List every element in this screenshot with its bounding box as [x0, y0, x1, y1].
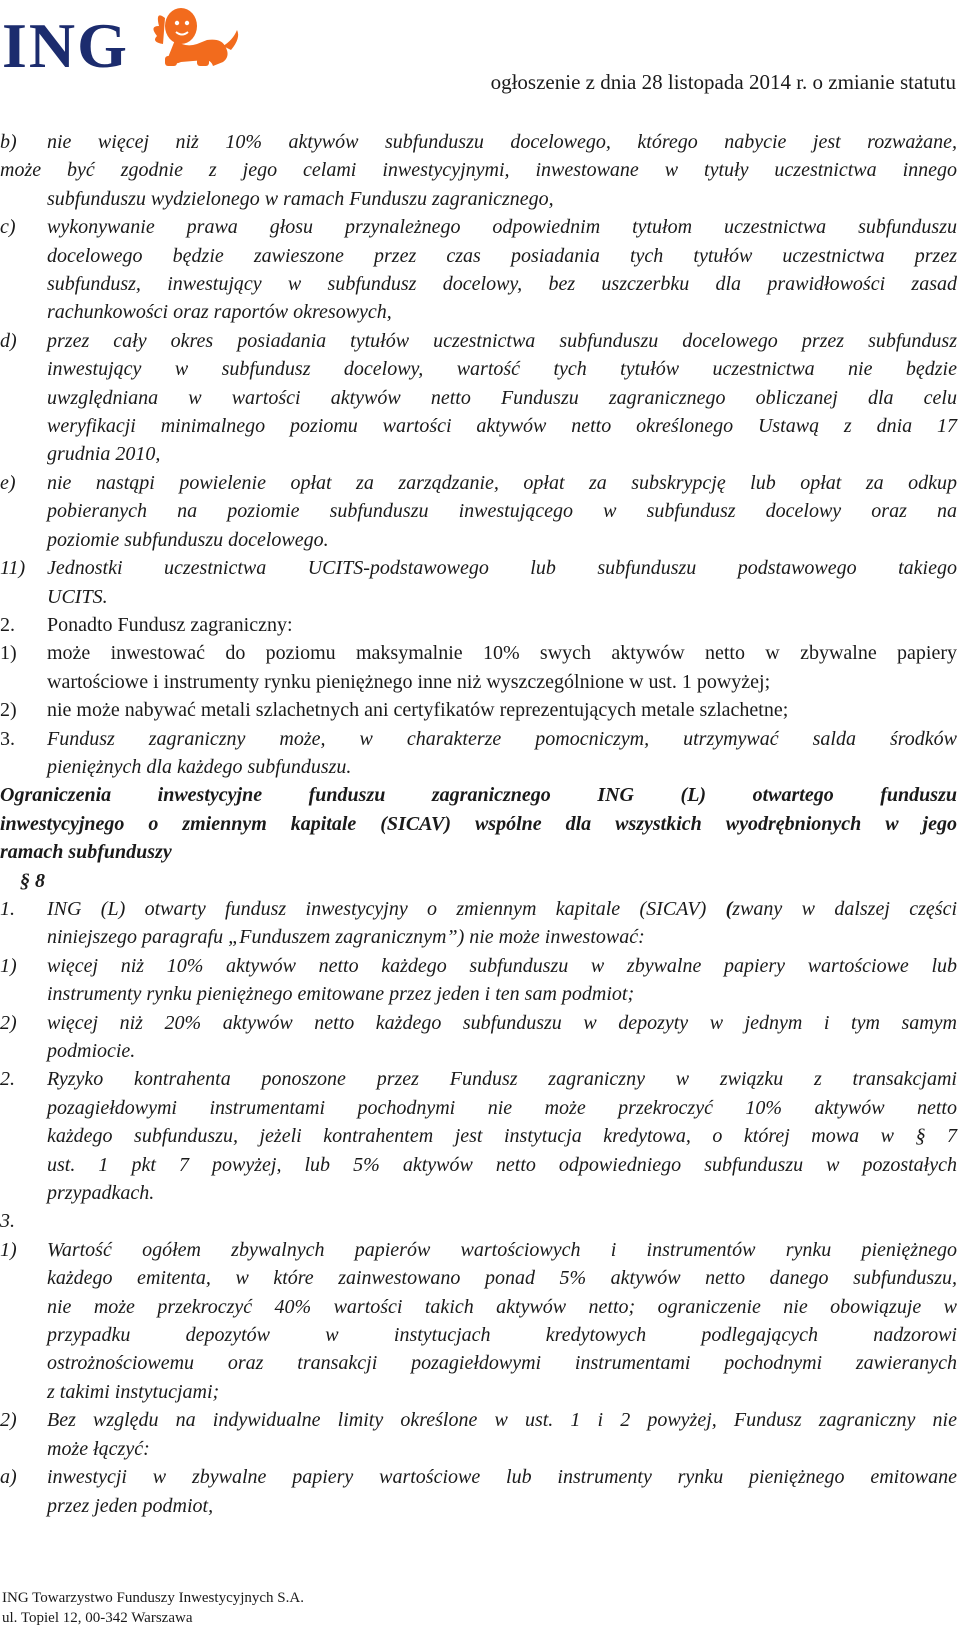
text-line: nie może przekroczyć 40% wartości takich aktywów netto; ograniczenie nie obowiązuje w [47, 1295, 957, 1318]
list-item-n1-1 [0, 952, 960, 980]
text-line: rachunkowości oraz raportów okresowych, [47, 301, 392, 324]
list-item-2 [0, 611, 960, 639]
list-label: 2. [0, 613, 15, 636]
footer-address: ul. Topiel 12, 00-342 Warszawa [2, 1610, 193, 1626]
list-label: 1) [0, 1238, 17, 1261]
list-item-11 [0, 554, 960, 582]
text-line: przez jeden podmiot, [47, 1494, 214, 1517]
text-line: może inwestować do poziomu maksymalnie 10% swych aktywów netto w zbywalne papiery [47, 642, 957, 665]
list-label: 11) [0, 557, 26, 580]
text-line: każdego subfunduszu, jeżeli kontrahentem jest instytucja kredytowa, o której mowa w § 7 [47, 1125, 957, 1148]
text-line: może być zgodnie z jego celami inwestycyjnymi, inwestowane w tytuły uczestnictwa innego [0, 159, 957, 182]
text-line: przypadkach. [47, 1182, 155, 1205]
text-line: wartościowe i instrumenty rynku pieniężnego inne niż wyszczególnione w ust. 1 powyżej; [47, 670, 771, 693]
text-line: docelowego będzie zawieszone przez czas posiadania tych tytułów uczestnictwa przez [47, 244, 957, 267]
list-label: b) [0, 131, 17, 153]
list-label: 1. [0, 897, 15, 920]
text-line: podmiocie. [47, 1040, 136, 1062]
document-footer [2, 1588, 304, 1628]
list-label: e) [0, 471, 16, 494]
text-line: Ryzyko kontrahenta ponoszone przez Fundusz zagraniczny w związku z transakcjami [47, 1068, 957, 1091]
text-line: subfunduszu wydzielonego w ramach Funduszu zagranicznego, [47, 187, 554, 210]
section-number: § 8 [20, 869, 45, 892]
text-line: inwestycji w zbywalne papiery wartościowe lub instrumenty rynku pieniężnego emitowane [47, 1466, 957, 1489]
text-line: weryfikacji minimalnego poziomu wartości aktywów netto określonego Ustawą z dnia 17 [47, 415, 957, 438]
list-item-n1-2 [0, 1009, 960, 1037]
text-line: poziomie subfunduszu docelowego. [47, 528, 329, 551]
text-line: wykonywanie prawa głosu przynależnego odpowiednim tytułom uczestnictwa subfunduszu [47, 216, 957, 239]
list-label: 2) [0, 1011, 17, 1034]
section-heading: ramach subfunduszy [0, 841, 172, 864]
list-label: a) [0, 1466, 17, 1489]
list-label: 3. [0, 727, 15, 750]
text-line: uwzględniana w wartości aktywów netto Funduszu zagranicznego obliczanej dla celu [47, 386, 957, 409]
list-label: 1) [0, 954, 17, 977]
list-item-e [0, 469, 960, 497]
list-label: c) [0, 216, 16, 239]
list-item-n3-2 [0, 1406, 960, 1434]
list-label: 2) [0, 699, 17, 722]
list-label: 2) [0, 1409, 17, 1432]
list-item-2-1 [0, 639, 960, 667]
list-label: 1) [0, 642, 17, 665]
ing-logo [2, 6, 243, 81]
document-header-note: ogłoszenie z dnia 28 listopada 2014 r. o zmianie statutu [490, 70, 956, 94]
lion-icon [135, 6, 243, 77]
list-item-b [0, 128, 960, 156]
list-item-n2 [0, 1065, 960, 1093]
list-label: d) [0, 329, 17, 352]
text-line: Fundusz zagraniczny może, w charakterze pomocniczym, utrzymywać salda środków [47, 727, 957, 750]
text-line: subfundusz, inwestujący w subfundusz docelowy, bez uszczerbku dla prawidłowości zasad [47, 273, 957, 296]
list-item-n3-1 [0, 1236, 960, 1264]
text-line: pobieranych na poziomie subfunduszu inwestującego w subfundusz docelowy oraz na [47, 500, 957, 523]
list-item-n1 [0, 895, 960, 923]
text-line: Jednostki uczestnictwa UCITS-podstawowego lub subfunduszu podstawowego takiego [47, 557, 957, 580]
text-line: niniejszego paragrafu „Funduszem zagranicznym”) nie może inwestować: [47, 926, 645, 949]
text-line: nie nastąpi powielenie opłat za zarządzanie, opłat za subskrypcję lub opłat za odkup [47, 471, 957, 494]
list-item-2-2 [0, 696, 960, 724]
text-line: przez cały okres posiadania tytułów uczestnictwa subfunduszu docelowego przez subfundusz [47, 329, 957, 352]
text-line: każdego emitenta, w które zainwestowano ponad 5% aktywów netto danego subfunduszu, [47, 1267, 957, 1290]
text-line [47, 895, 957, 923]
text-line: przypadku depozytów w instytucjach kredytowych podlegających nadzorowi [47, 1324, 957, 1347]
text-line: pieniężnych dla każdego subfunduszu. [47, 755, 352, 778]
text-line: nie może nabywać metali szlachetnych ani certyfikatów reprezentujących metale szlachetne; [47, 699, 789, 722]
text-span: ING (L) otwarty fundusz inwestycyjny o zmiennym kapitale (SICAV) [47, 897, 726, 920]
text-line: UCITS. [47, 585, 108, 608]
text-line: z takimi instytucjami; [47, 1380, 220, 1403]
text-line: Wartość ogółem zbywalnych papierów wartościowych i instrumentów rynku pieniężnego [47, 1238, 957, 1261]
document-body [0, 128, 960, 1520]
list-item-c [0, 213, 960, 241]
text-line: Ponadto Fundusz zagraniczny: [47, 613, 293, 636]
section-heading: inwestycyjnego o zmiennym kapitale (SICAV) wspólne dla wszystkich wyodrębnionych w jego [0, 812, 957, 835]
list-item-a [0, 1463, 960, 1491]
text-line: instrumenty rynku pieniężnego emitowane przez jeden i ten sam podmiot; [47, 983, 635, 1006]
text-line: Bez względu na indywidualne limity określone w ust. 1 i 2 powyżej, Fundusz zagraniczny nie [47, 1409, 957, 1432]
text-line: więcej niż 10% aktywów netto każdego subfunduszu w zbywalne papiery wartościowe lub [47, 954, 957, 977]
list-item-3 [0, 725, 960, 753]
logo-wordmark: ING [2, 10, 129, 81]
text-line: pozagiełdowymi instrumentami pochodnymi nie może przekroczyć 10% aktywów netto [47, 1096, 957, 1119]
text-line: grudnia 2010, [47, 443, 161, 466]
text-line: ostrożnościowemu oraz transakcji pozagiełdowymi instrumentami pochodnymi zawieranych [47, 1352, 957, 1375]
list-item-d [0, 327, 960, 355]
text-line: inwestujący w subfundusz docelowy, wartość tych tytułów uczestnictwa nie będzie [47, 358, 957, 381]
text-line: ust. 1 pkt 7 powyżej, lub 5% aktywów netto odpowiedniego subfunduszu w pozostałych [47, 1153, 957, 1176]
text-line: może łączyć: [47, 1437, 150, 1460]
text-span: ( [725, 897, 733, 920]
list-label: 3. [0, 1210, 15, 1233]
section-heading: Ograniczenia inwestycyjne funduszu zagranicznego ING (L) otwartego funduszu [0, 784, 957, 807]
list-label: 2. [0, 1068, 15, 1091]
text-line: nie więcej niż 10% aktywów subfunduszu docelowego, którego nabycie jest rozważane, [47, 131, 957, 153]
text-span: zwany w dalszej części [732, 897, 957, 920]
list-item-n3 [0, 1207, 960, 1235]
footer-company: ING Towarzystwo Funduszy Inwestycyjnych S.A. [2, 1590, 304, 1606]
text-line: więcej niż 20% aktywów netto każdego subfunduszu w depozyty w jednym i tym samym [47, 1011, 957, 1034]
